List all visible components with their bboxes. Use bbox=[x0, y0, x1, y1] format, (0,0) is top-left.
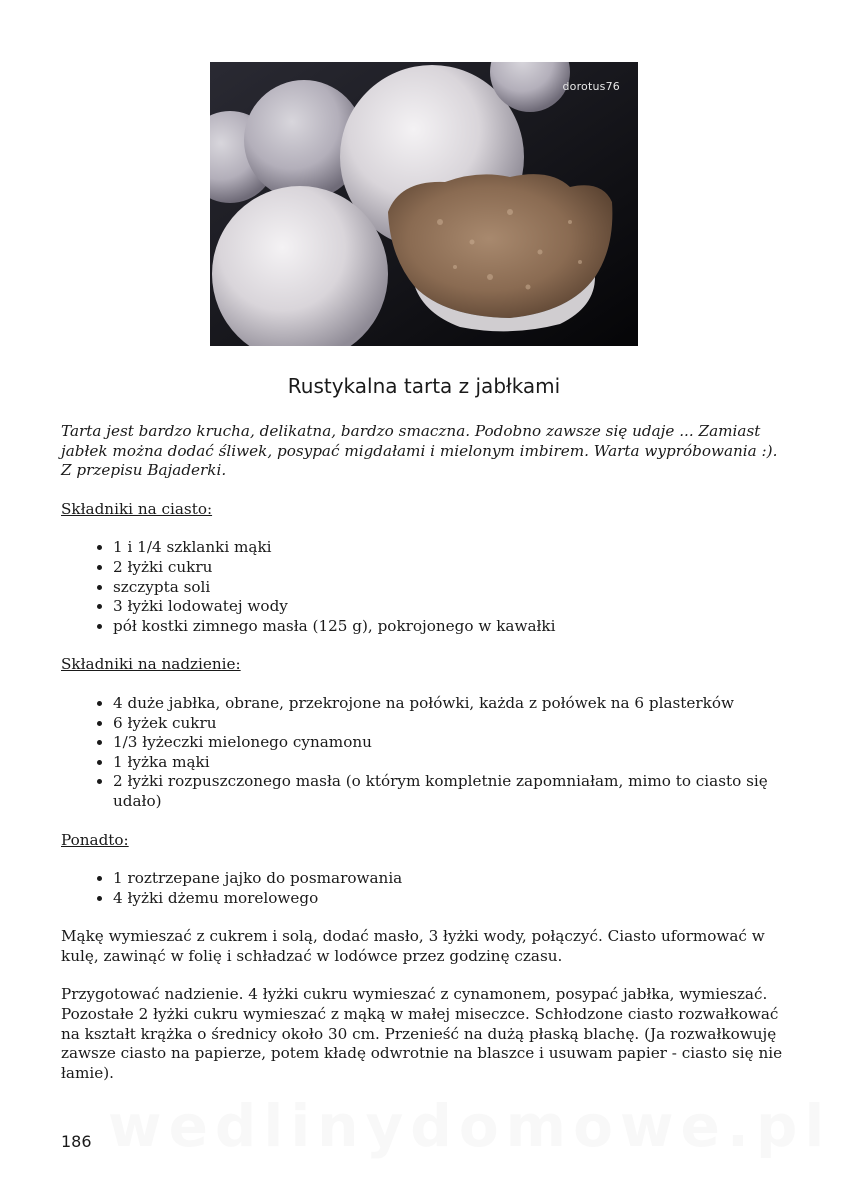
site-watermark: wedlinydomowe.pl bbox=[108, 1092, 832, 1160]
ingredient-list-filling bbox=[61, 694, 791, 812]
ingredient-list-extra bbox=[61, 869, 791, 908]
ingredient-list-dough bbox=[61, 538, 791, 636]
recipe-body bbox=[61, 422, 791, 1102]
recipe-intro: Tarta jest bardzo krucha, delikatna, bardzo smaczna. Podobno zawsze się udaje ... Zamiast jabłek można dodać śliwek, posypać migdałami i mielonym imbirem. Warta wypróbowania :). Z przepisu Bajaderki. bbox=[61, 422, 778, 480]
list-item: • pół kostki zimnego masła (125 g), pokrojonego w kawałki bbox=[113, 617, 791, 637]
section-heading-extra: Ponadto: bbox=[61, 830, 129, 849]
recipe-title: Rustykalna tarta z jabłkami bbox=[287, 374, 561, 398]
list-item: • 3 łyżki lodowatej wody bbox=[113, 597, 791, 617]
list-item: • szczypta soli bbox=[113, 578, 791, 598]
instruction-paragraph-2: Przygotować nadzienie. 4 łyżki cukru wymieszać z cynamonem, posypać jabłka, wymieszać. Pozostałe 2 łyżki cukru wymieszać z mąką w małej miseczce. Schłodzone ciasto rozwałkować na kształt krążka o średnicy około 30 cm. Przenieść na dużą płaską blachę. (Ja rozwałkowuję zawsze ciasto na papierze, potem kładę odwrotnie na blaszce i usuwam papier - ciasto się nie łamie). bbox=[61, 985, 783, 1082]
photo-illustration bbox=[210, 62, 638, 346]
list-item: • 2 łyżki rozpuszczonego masła (o którym kompletnie zapomniałam, mimo to ciasto się udało) bbox=[113, 772, 791, 811]
page-number: 186 bbox=[61, 1132, 92, 1151]
list-item: • 1/3 łyżeczki mielonego cynamonu bbox=[113, 733, 791, 753]
list-item: • 6 łyżek cukru bbox=[113, 714, 791, 734]
photo-watermark: dorotus76 bbox=[562, 80, 620, 93]
section-heading-dough: Składniki na ciasto: bbox=[61, 499, 213, 518]
list-item: • 4 łyżki dżemu morelowego bbox=[113, 889, 791, 909]
list-item: • 1 łyżka mąki bbox=[113, 753, 791, 773]
list-item: • 4 duże jabłka, obrane, przekrojone na połówki, każda z połówek na 6 plasterków bbox=[113, 694, 791, 714]
instruction-paragraph-1: Mąkę wymieszać z cukrem i solą, dodać masło, 3 łyżki wody, połączyć. Ciasto uformować w kulę, zawinąć w folię i schładzać w lodówce przez godzinę czasu. bbox=[61, 927, 765, 965]
list-item: • 1 i 1/4 szklanki mąki bbox=[113, 538, 791, 558]
list-item: • 2 łyżki cukru bbox=[113, 558, 791, 578]
recipe-photo bbox=[210, 62, 638, 346]
section-heading-filling: Składniki na nadzienie: bbox=[61, 655, 241, 674]
list-item: • 1 roztrzepane jajko do posmarowania bbox=[113, 869, 791, 889]
